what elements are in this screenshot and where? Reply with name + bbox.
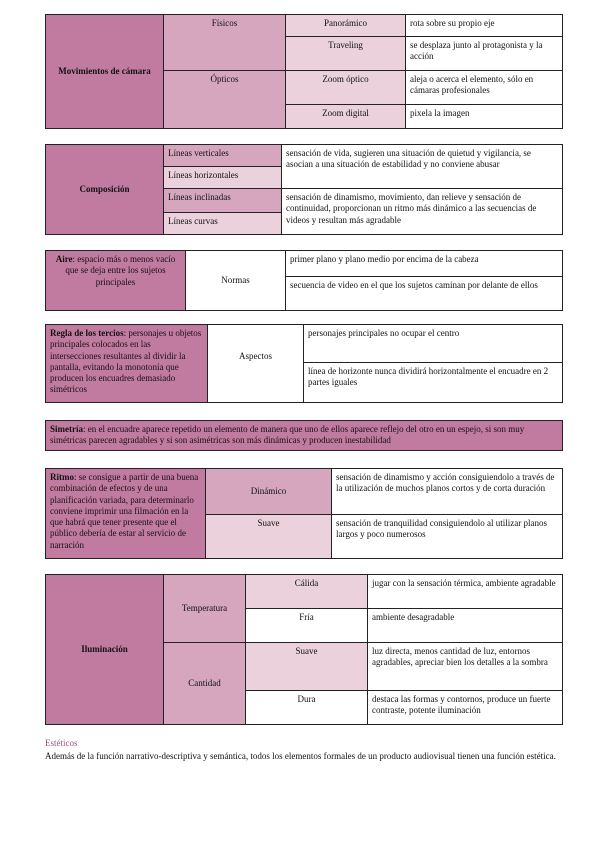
rhythm-definition <box>46 469 206 559</box>
air-def: : espacio más o menos vacío que se deja entre los sujetos principales <box>65 254 176 287</box>
lighting-desc: luz directa, menos cantidad de luz, entornos agradables, apreciar bien los detalles a la sombra <box>368 643 563 691</box>
optical-label: Ópticos <box>164 71 286 129</box>
rules-label: Normas <box>186 251 286 311</box>
row-label: Zoom digital <box>286 105 406 129</box>
line-desc: sensación de dinamismo, movimiento, dan relieve y sensación de continuidad, proporcionan un ritmo más dinámico a las secuencias de videos y resultan más agradable <box>282 189 563 235</box>
symmetry-def: : en el encuadre aparece repetido un elemento de manera que uno de ellos aparece reflejo del otro en un espejo, si son muy simétricas parecen agradables y si son asimétricas son más dinámicas y producen inestabilidad <box>50 424 525 446</box>
physical-label: Físicos <box>164 15 286 71</box>
rhythm-type: Suave <box>206 515 332 559</box>
composition-table <box>45 144 563 235</box>
lighting-title: Iluminación <box>46 575 164 725</box>
lighting-type: Suave <box>246 643 368 691</box>
row-desc: rota sobre su propio eje <box>406 15 563 37</box>
row-desc: pixela la imagen <box>406 105 563 129</box>
symmetry-table <box>45 420 563 451</box>
air-definition <box>46 251 186 311</box>
temperature-label: Temperatura <box>164 575 246 643</box>
symmetry-definition <box>46 421 563 451</box>
camera-movements-table <box>45 14 563 129</box>
rule-item: secuencia de video en el que los sujetos caminan por delante de ellos <box>286 277 563 311</box>
aspect-item: personajes principales no ocupar el centro <box>304 325 563 363</box>
rhythm-desc: sensación de dinamismo y acción consiguiendolo a través de la utilización de muchos planos cortos y de corta duración <box>332 469 563 515</box>
composition-title: Composición <box>46 145 164 235</box>
air-term: Aire <box>55 254 73 264</box>
aspect-item: línea de horizonte nunca dividirá horizontalmente el encuadre en 2 partes iguales <box>304 363 563 403</box>
aesthetics-heading: Estéticos <box>45 738 78 748</box>
row-label: Panorámico <box>286 15 406 37</box>
camera-movements-title: Movimientos de cámara <box>46 15 164 129</box>
line-desc: sensación de vida, sugieren una situación de quietud y vigilancia, se asocian a una situación de estabilidad y no conviene abusar <box>282 145 563 189</box>
aesthetics-text: Además de la función narrativo-descriptiva y semántica, todos los elementos formales de un producto audiovisual tienen una función estética. <box>45 751 556 762</box>
rhythm-term: Ritmo <box>50 472 74 482</box>
lighting-type: Dura <box>246 691 368 725</box>
lighting-table <box>45 574 563 725</box>
thirds-table <box>45 324 563 403</box>
aesthetics-section <box>45 738 563 763</box>
rhythm-def: : se consigue a partir de una buena combinación de efectos y de una planificación variada, para determinarlo conviene imprimir una filmación en la que habrá que tener presente que el público debería de estar al servicio de narración <box>50 472 199 550</box>
row-desc: se desplaza junto al protagonista y la acción <box>406 37 563 71</box>
symmetry-term: Simetría <box>50 424 83 434</box>
thirds-definition <box>46 325 208 403</box>
row-label: Traveling <box>286 37 406 71</box>
lighting-desc: destaca las formas y contornos, produce un fuerte contraste, potente iluminación <box>368 691 563 725</box>
rhythm-desc: sensación de tranquilidad consiguiendolo al utilizar planos largos y poco numerosos <box>332 515 563 559</box>
lighting-type: Fría <box>246 609 368 643</box>
line-type: Líneas horizontales <box>164 167 282 189</box>
rule-item: primer plano y plano medio por encima de la cabeza <box>286 251 563 277</box>
line-type: Líneas inclinadas <box>164 189 282 213</box>
lighting-desc: ambiente desagradable <box>368 609 563 643</box>
lighting-type: Cálida <box>246 575 368 609</box>
line-type: Líneas curvas <box>164 213 282 235</box>
lighting-desc: jugar con la sensación térmica, ambiente agradable <box>368 575 563 609</box>
row-label: Zoom óptico <box>286 71 406 105</box>
thirds-term: Regla de los tercios <box>50 328 124 338</box>
air-table <box>45 250 563 311</box>
rhythm-type: Dinámico <box>206 469 332 515</box>
line-type: Líneas verticales <box>164 145 282 167</box>
aspects-label: Aspectos <box>208 325 304 403</box>
quantity-label: Cantidad <box>164 643 246 725</box>
thirds-def: : personajes u objetos principales colocados en las intersecciones resultantes al dividir la pantalla, evitando la monotonía que producen los encuadres demasiado simétricos <box>50 328 202 395</box>
row-desc: aleja o acerca el elemento, sólo en cámaras profesionales <box>406 71 563 105</box>
rhythm-table <box>45 468 563 559</box>
